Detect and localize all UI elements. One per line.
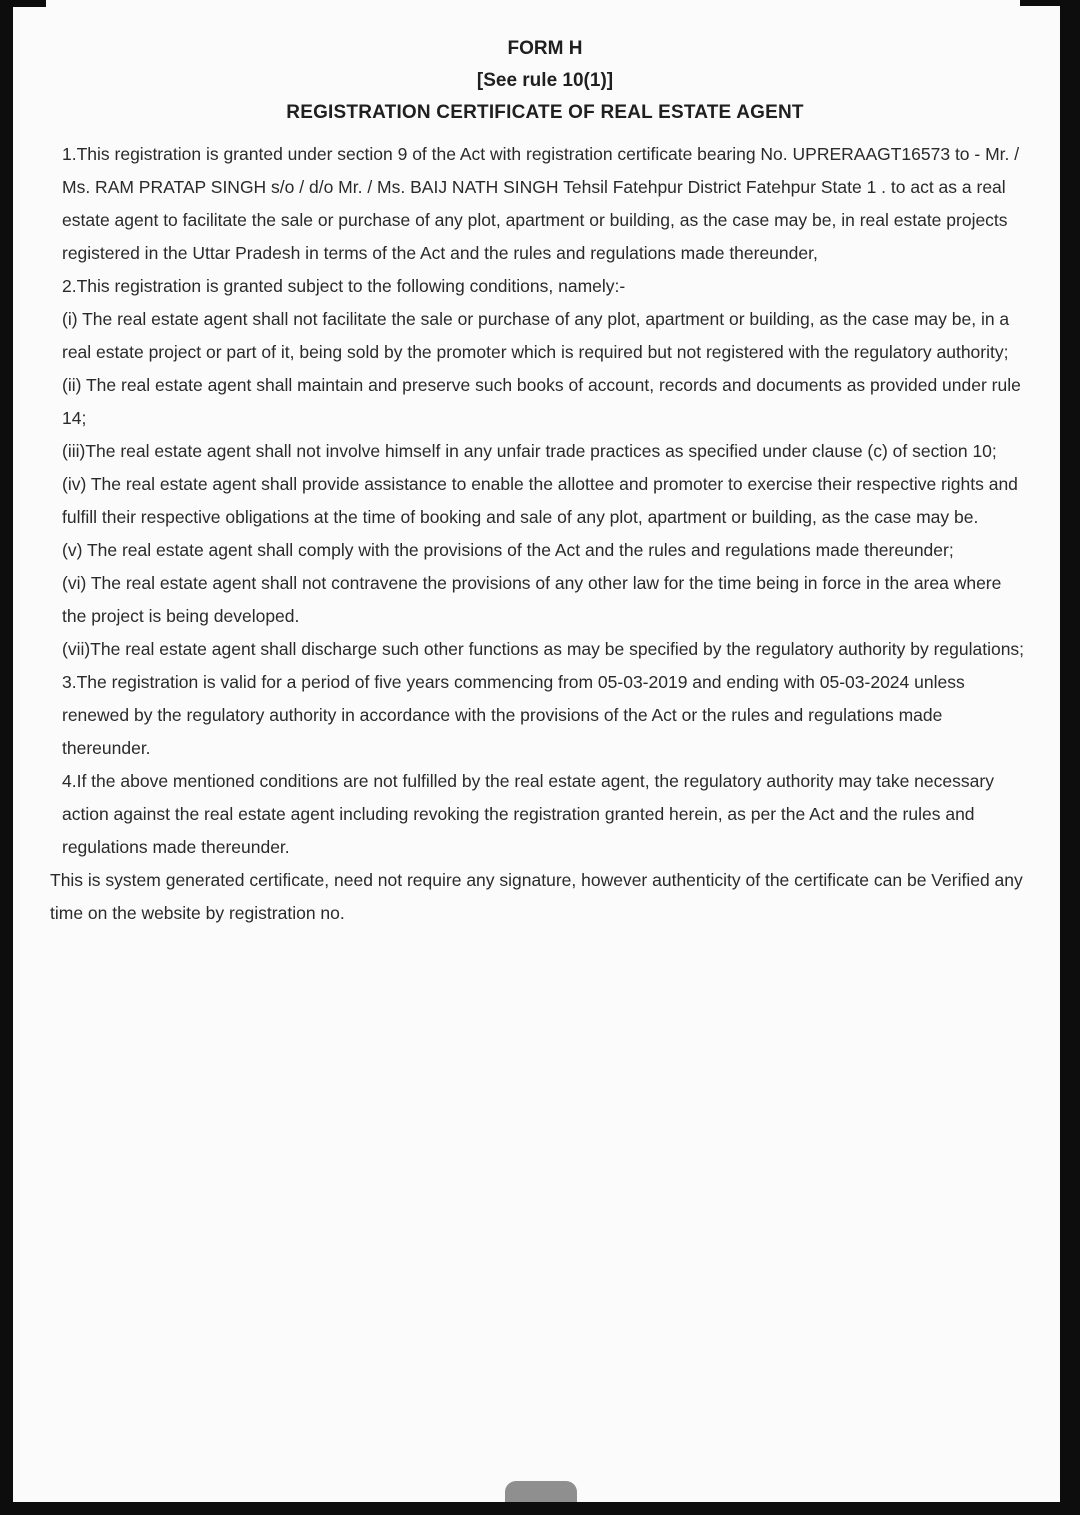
- scan-edge-right: [1060, 0, 1080, 1515]
- scan-edge-top-left: [0, 0, 46, 7]
- condition-v: (v) The real estate agent shall comply with the provisions of the Act and the rules and regulations made thereunder;: [62, 540, 954, 560]
- rule-reference: [See rule 10(1)]: [476, 70, 614, 91]
- scan-edge-left: [0, 0, 13, 1515]
- system-generated-note: This is system generated certificate, need not require any signature, however authenticity of the certificate can be Verified any time on the website by registration no.: [50, 870, 1023, 923]
- scan-edge-top-right: [1020, 0, 1080, 6]
- clause-4: 4.If the above mentioned conditions are not fulfilled by the real estate agent, the regulatory authority may take necessary action against the real estate agent including revoking the registration granted herein, as per the Act and the rules and regulations made thereunder.: [62, 771, 994, 857]
- certificate-body: [62, 138, 1028, 864]
- form-title: FORM H: [507, 38, 583, 59]
- certificate-heading: REGISTRATION CERTIFICATE OF REAL ESTATE AGENT: [286, 102, 804, 123]
- scan-edge-bottom: [0, 1502, 1080, 1515]
- condition-iv: (iv) The real estate agent shall provide assistance to enable the allottee and promoter to exercise their respective rights and fulfill their respective obligations at the time of booking and sale of any plot, apartment or building, as the case may be.: [62, 474, 1018, 527]
- condition-ii: (ii) The real estate agent shall maintain and preserve such books of account, records and documents as provided under rule 14;: [62, 375, 1021, 428]
- clause-2: 2.This registration is granted subject to the following conditions, namely:-: [62, 276, 626, 296]
- page-curl-tab: [505, 1481, 577, 1502]
- condition-vi: (vi) The real estate agent shall not contravene the provisions of any other law for the time being in force in the area where the project is being developed.: [62, 573, 1002, 626]
- condition-i: (i) The real estate agent shall not facilitate the sale or purchase of any plot, apartment or building, as the case may be, in a real estate project or part of it, being sold by the promoter which is required but not registered with the regulatory authority;: [62, 309, 1010, 362]
- condition-iii: (iii)The real estate agent shall not involve himself in any unfair trade practices as specified under clause (c) of section 10;: [62, 441, 997, 461]
- condition-vii: (vii)The real estate agent shall discharge such other functions as may be specified by the regulatory authority by regulations;: [62, 639, 1025, 659]
- clause-3: 3.The registration is valid for a period of five years commencing from 05-03-2019 and ending with 05-03-2024 unless renewed by the regulatory authority in accordance with the provisions of the Act or the rules and regulations made thereunder.: [62, 672, 965, 758]
- certificate-content: [13, 34, 1060, 930]
- clause-1: 1.This registration is granted under section 9 of the Act with registration certificate bearing No. UPRERAAGT16573 to - Mr. / Ms. RAM PRATAP SINGH s/o / d/o Mr. / Ms. BAIJ NATH SINGH Tehsil Fatehpur District Fatehpur State 1 . to act as a real estate agent to facilitate the sale or purchase of any plot, apartment or building, as the case may be, in real estate projects registered in the Uttar Pradesh in terms of the Act and the rules and regulations made thereunder,: [62, 144, 1020, 263]
